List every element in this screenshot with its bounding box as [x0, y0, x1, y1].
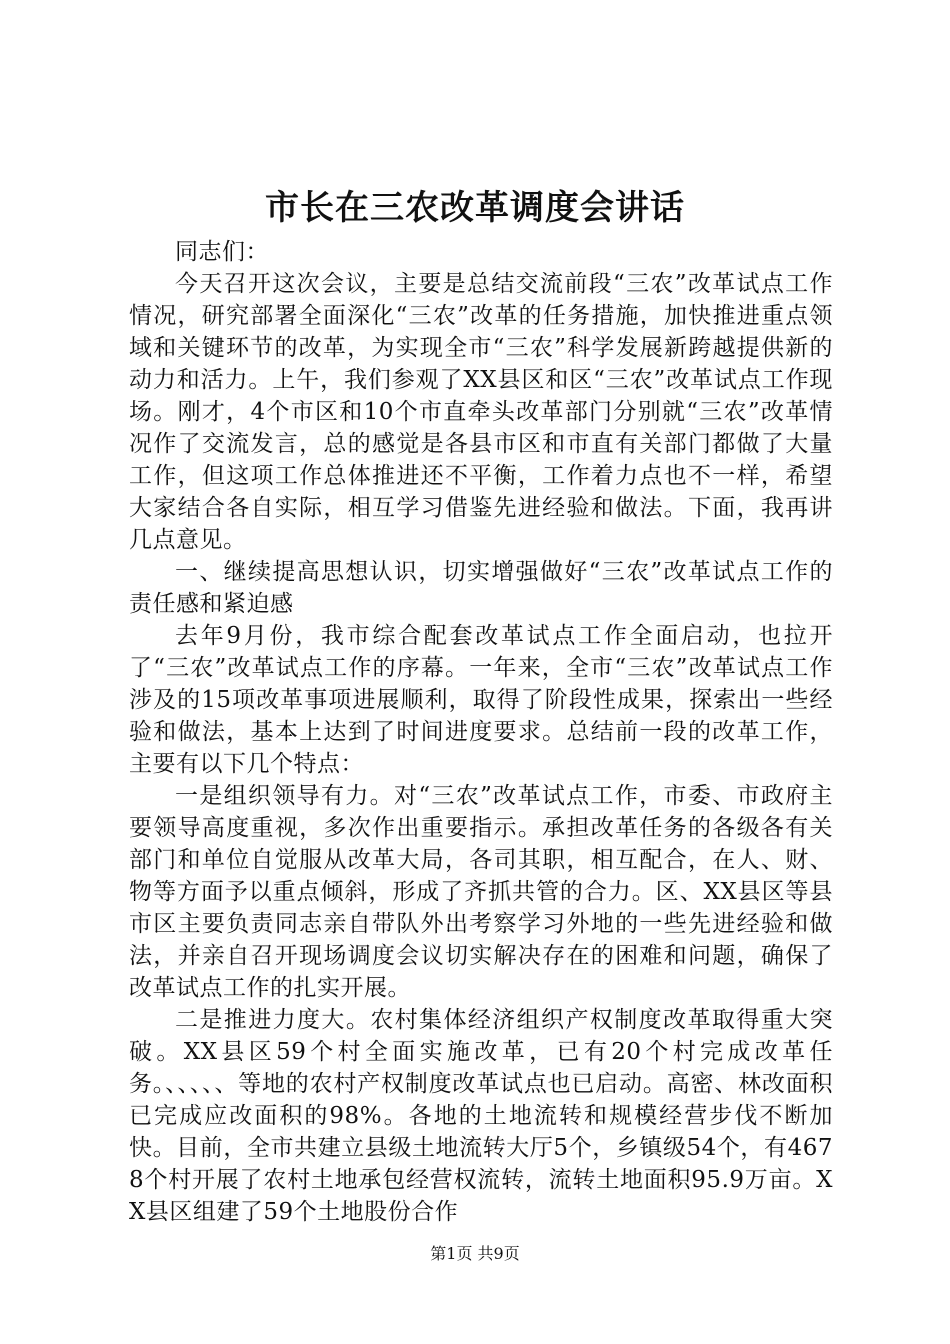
document-body	[129, 236, 833, 1228]
paragraph-overview: 去年9月份，我市综合配套改革试点工作全面启动，也拉开了“三农”改革试点工作的序幕。一年来，全市“三农”改革试点工作涉及的15项改革事项进展顺利，取得了阶段性成果，探索出一些经验和做法，基本上达到了时间进度要求。总结前一段的改革工作，主要有以下几个特点：	[129, 623, 833, 777]
document-title: 市长在三农改革调度会讲话	[265, 188, 685, 228]
salutation: 同志们：	[175, 239, 269, 265]
paragraph-intro: 今天召开这次会议，主要是总结交流前段“三农”改革试点工作情况，研究部署全面深化“三农”改革的任务措施，加快推进重点领域和关键环节的改革，为实现全市“三农”科学发展新跨越提供新的动力和活力。上午，我们参观了XX县区和区“三农”改革试点工作现场。刚才，4个市区和10个市直牵头改革部门分别就“三农”改革情况作了交流发言，总的感觉是各县市区和市直有关部门都做了大量工作，但这项工作总体推进还不平衡，工作着力点也不一样，希望大家结合各自实际，相互学习借鉴先进经验和做法。下面，我再讲几点意见。	[129, 271, 833, 553]
page-number-footer: 第1页 共9页	[430, 1244, 520, 1263]
paragraph-point-2: 二是推进力度大。农村集体经济组织产权制度改革取得重大突破。XX县区59个村全面实施改革，已有20个村完成改革任务。、、、、、等地的农村产权制度改革试点也已启动。高密、林改面积已完成应改面积的98%。各地的土地流转和规模经营步伐不断加快。目前，全市共建立县级土地流转大厅5个，乡镇级54个，有4678个村开展了农村土地承包经营权流转，流转土地面积95.9万亩。XX县区组建了59个土地股份合作	[129, 1007, 833, 1225]
section-heading-1: 一、继续提高思想认识，切实增强做好“三农”改革试点工作的责任感和紧迫感	[129, 559, 833, 617]
paragraph-point-1: 一是组织领导有力。对“三农”改革试点工作，市委、市政府主要领导高度重视，多次作出重要指示。承担改革任务的各级各有关部门和单位自觉服从改革大局，各司其职，相互配合，在人、财、物等方面予以重点倾斜，形成了齐抓共管的合力。区、XX县区等县市区主要负责同志亲自带队外出考察学习外地的一些先进经验和做法，并亲自召开现场调度会议切实解决存在的困难和问题，确保了改革试点工作的扎实开展。	[129, 783, 833, 1001]
